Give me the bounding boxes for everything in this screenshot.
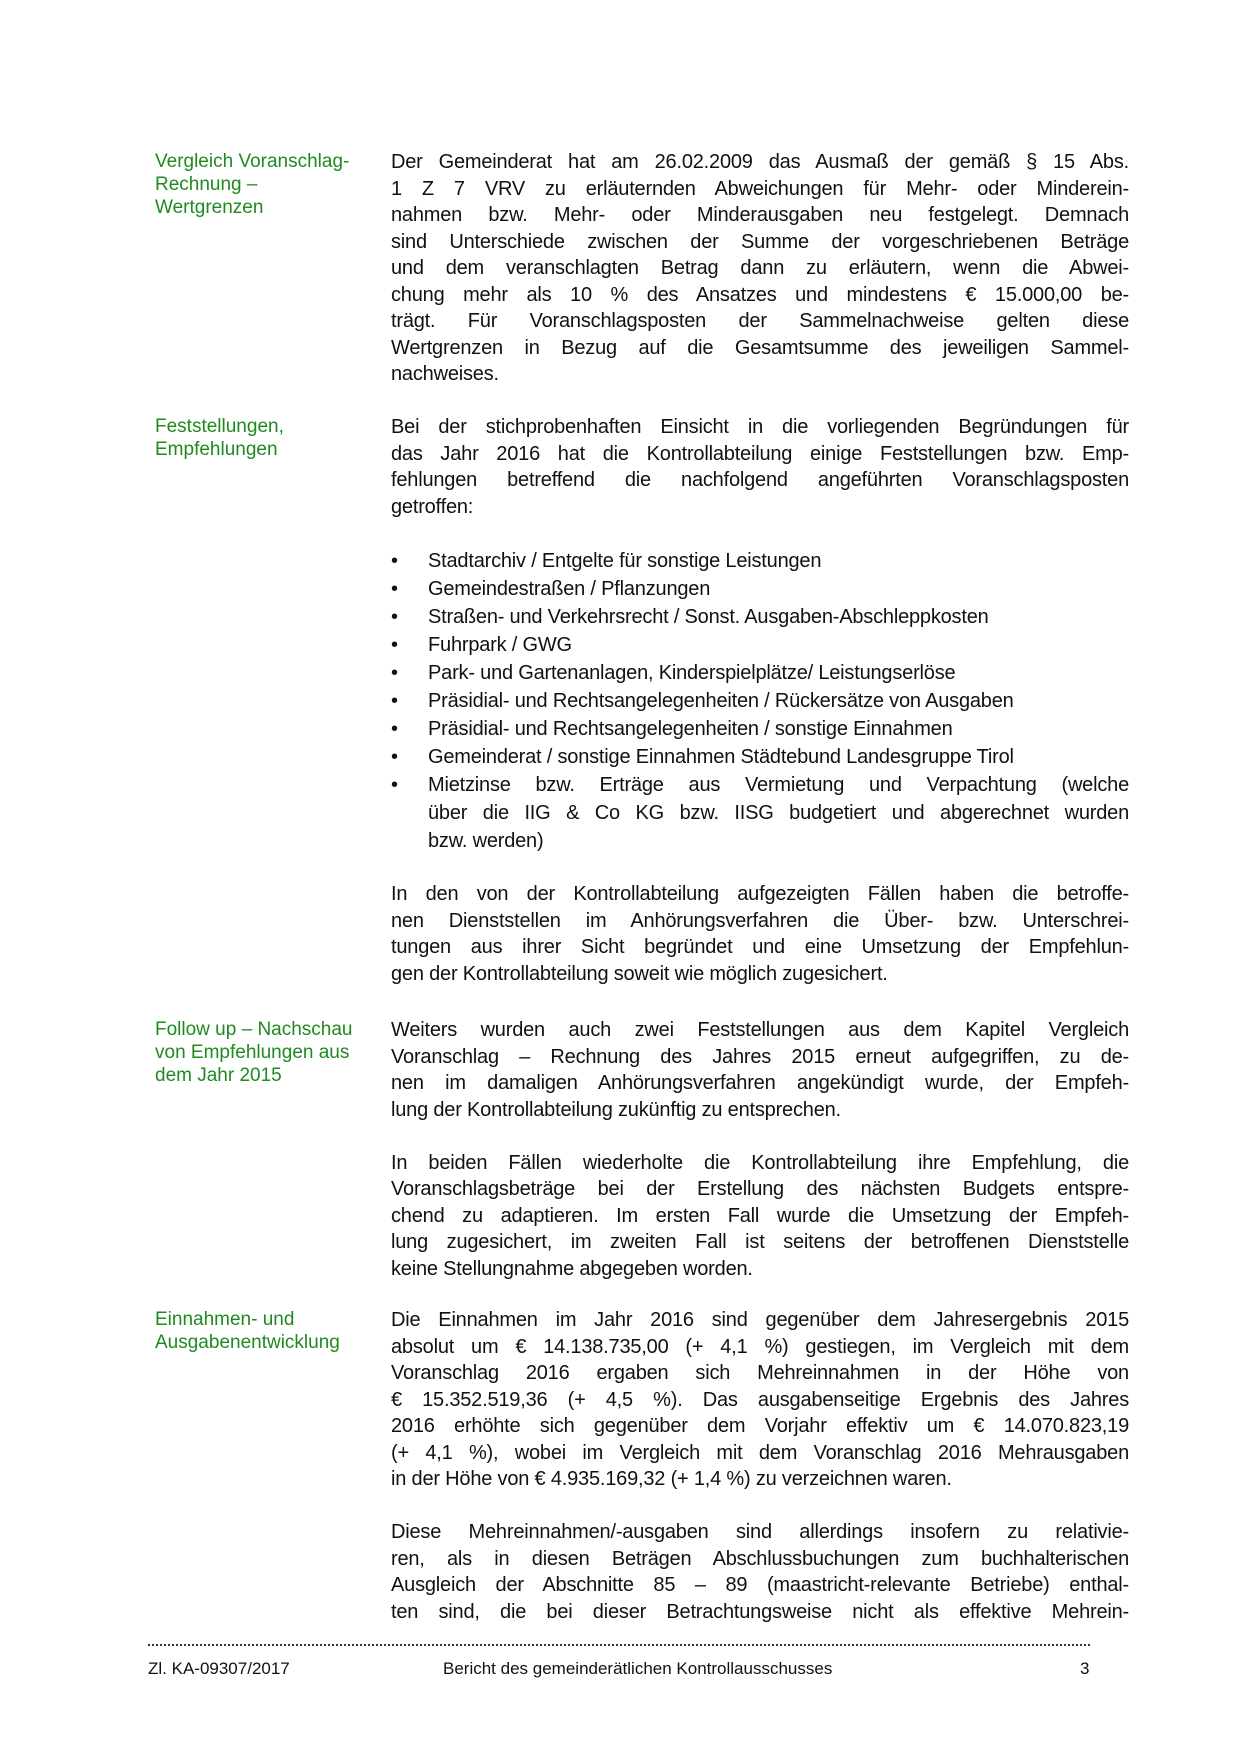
text-line: absolut um € 14.138.735,00 (+ 4,1 %) gestiegen, im Vergleich mit dem (391, 1335, 1129, 1358)
section-margin-heading (155, 415, 380, 461)
text-line: chend zu adaptieren. Im ersten Fall wurde die Umsetzung der Empfeh- (391, 1204, 1129, 1227)
text-line: lung zugesichert, im zweiten Fall ist seitens der betroffenen Dienststelle (391, 1231, 1129, 1253)
text-line: Diese Mehreinnahmen/-ausgaben sind allerdings insofern zu relativie- (391, 1521, 1129, 1543)
list-item-text: bzw. werden) (428, 829, 544, 852)
section-body (391, 149, 1129, 414)
section-body (391, 1017, 1129, 1309)
list-item (391, 575, 1129, 603)
text-line: In beiden Fällen wiederholte die Kontrollabteilung ihre Empfehlung, die (391, 1151, 1129, 1174)
text-line: ren, als in diesen Beträgen Abschlussbuchungen zum buchhalterischen (391, 1547, 1129, 1570)
section-body (391, 414, 1129, 1014)
footer-title: Bericht des gemeinderätlichen Kontrollausschusses (443, 1659, 833, 1678)
bullet-icon: • (391, 689, 399, 712)
heading-line: Einnahmen- und (155, 1309, 295, 1330)
text-line: € 15.352.519,36 (+ 4,5 %). Das ausgabenseitige Ergebnis des Jahres (391, 1388, 1129, 1411)
heading-line: Follow up – Nachschau (155, 1019, 353, 1040)
text-line: Voranschlag 2016 ergaben sich Mehreinnahmen in der Höhe von (391, 1362, 1129, 1384)
list-item (391, 743, 1129, 771)
text-line: Voranschlagsbeträge bei der Erstellung des nächsten Budgets entspre- (391, 1178, 1129, 1200)
text-line: Weiters wurden auch zwei Feststellungen aus dem Kapitel Vergleich (391, 1019, 1129, 1041)
paragraph (391, 1519, 1129, 1625)
list-item (391, 659, 1129, 687)
paragraph (391, 1150, 1129, 1283)
text-line: getroffen: (391, 495, 474, 518)
text-line: nen Dienststellen im Anhörungsverfahren die Über- bzw. Unterschrei- (391, 909, 1129, 932)
list-item (391, 687, 1129, 715)
text-line: Ausgleich der Abschnitte 85 – 89 (maastricht-relevante Betriebe) enthal- (391, 1574, 1129, 1596)
bullet-icon: • (391, 605, 399, 628)
heading-line: Vergleich Voranschlag- (155, 151, 350, 172)
list-item-text: Park- und Gartenanlagen, Kinderspielplätze/ Leistungserlöse (428, 661, 956, 684)
paragraph (391, 1307, 1129, 1493)
text-line: 2016 erhöhte sich gegenüber dem Vorjahr effektiv um € 14.070.823,19 (391, 1415, 1129, 1437)
bullet-icon: • (391, 549, 399, 572)
heading-line: von Empfehlungen aus (155, 1042, 350, 1063)
text-line: In den von der Kontrollabteilung aufgezeigten Fällen haben die betroffe- (391, 883, 1129, 905)
text-line: Die Einnahmen im Jahr 2016 sind gegenüber dem Jahresergebnis 2015 (391, 1309, 1129, 1331)
heading-line: dem Jahr 2015 (155, 1065, 282, 1086)
text-line: nahmen bzw. Mehr- oder Minderausgaben neu festgelegt. Demnach (391, 204, 1129, 226)
list-item-text: Präsidial- und Rechtsangelegenheiten / sonstige Einnahmen (428, 717, 953, 740)
heading-line: Wertgrenzen (155, 197, 264, 218)
list-item (391, 715, 1129, 743)
text-line: Bei der stichprobenhaften Einsicht in die vorliegenden Begründungen für (391, 416, 1129, 438)
section-margin-heading (155, 150, 380, 219)
text-line: und dem veranschlagten Betrag dann zu erläutern, wenn die Abwei- (391, 257, 1129, 279)
paragraph (391, 1017, 1129, 1123)
heading-line: Ausgabenentwicklung (155, 1332, 340, 1353)
text-line: tungen aus ihrer Sicht begründet und eine Umsetzung der Empfehlun- (391, 936, 1129, 958)
text-line: trägt. Für Voranschlagsposten der Sammelnachweise gelten diese (391, 310, 1129, 332)
heading-line: Feststellungen, (155, 416, 284, 437)
bullet-icon: • (391, 661, 399, 684)
text-line: fehlungen betreffend die nachfolgend angeführten Voranschlagsposten (391, 469, 1129, 491)
text-line: (+ 4,1 %), wobei im Vergleich mit dem Voranschlag 2016 Mehrausgaben (391, 1441, 1129, 1464)
list-item (391, 631, 1129, 659)
list-item-text: Gemeinderat / sonstige Einnahmen Städtebund Landesgruppe Tirol (428, 745, 1014, 768)
heading-line: Empfehlungen (155, 439, 278, 460)
heading-line: Rechnung – (155, 174, 258, 195)
text-line: in der Höhe von € 4.935.169,32 (+ 1,4 %) zu verzeichnen waren. (391, 1468, 952, 1490)
text-line: nachweises. (391, 363, 499, 385)
text-line: Der Gemeinderat hat am 26.02.2009 das Ausmaß der gemäß § 15 Abs. (391, 151, 1129, 173)
text-line: das Jahr 2016 hat die Kontrollabteilung einige Feststellungen bzw. Emp- (391, 442, 1129, 465)
paragraph (391, 414, 1129, 520)
list-item-text: Präsidial- und Rechtsangelegenheiten / Rückersätze von Ausgaben (428, 689, 1014, 712)
text-line: sind Unterschiede zwischen der Summe der vorgeschriebenen Beträge (391, 230, 1129, 253)
section-margin-heading (155, 1018, 380, 1087)
text-line: lung der Kontrollabteilung zukünftig zu entsprechen. (391, 1098, 841, 1121)
bullet-icon: • (391, 745, 399, 768)
paragraph (391, 149, 1129, 388)
bullet-icon: • (391, 773, 399, 796)
paragraph (391, 881, 1129, 987)
bullet-icon: • (391, 717, 399, 740)
bullet-list (391, 547, 1129, 855)
list-item-text: Straßen- und Verkehrsrecht / Sonst. Ausgaben-Abschleppkosten (428, 605, 989, 628)
footer-divider (148, 1644, 1090, 1646)
text-line: gen der Kontrollabteilung soweit wie möglich zugesichert. (391, 962, 888, 985)
list-item-text: Stadtarchiv / Entgelte für sonstige Leistungen (428, 549, 822, 572)
footer-page-number: 3 (1080, 1659, 1090, 1678)
bullet-icon: • (391, 577, 399, 600)
text-line: Wertgrenzen in Bezug auf die Gesamtsumme des jeweiligen Sammel- (391, 336, 1129, 359)
footer-reference: Zl. KA-09307/2017 (148, 1659, 290, 1678)
text-line: nen im damaligen Anhörungsverfahren angekündigt wurde, der Empfeh- (391, 1072, 1129, 1094)
list-item-text: Mietzinse bzw. Erträge aus Vermietung und Verpachtung (welche (428, 773, 1129, 796)
list-item (391, 603, 1129, 631)
list-item-text: über die IIG & Co KG bzw. IISG budgetiert und abgerechnet wurden (428, 801, 1129, 824)
text-line: chung mehr als 10 % des Ansatzes und mindestens € 15.000,00 be- (391, 283, 1129, 306)
list-item (391, 547, 1129, 575)
text-line: keine Stellungnahme abgegeben worden. (391, 1257, 753, 1280)
text-line: Voranschlag – Rechnung des Jahres 2015 erneut aufgegriffen, zu de- (391, 1045, 1129, 1068)
text-line: ten sind, die bei dieser Betrachtungsweise nicht als effektive Mehrein- (391, 1600, 1129, 1623)
list-item (391, 771, 1129, 855)
list-item-text: Fuhrpark / GWG (428, 633, 572, 656)
text-line: 1 Z 7 VRV zu erläuternden Abweichungen für Mehr- oder Minderein- (391, 177, 1129, 200)
section-body (391, 1307, 1129, 1652)
list-item-text: Gemeindestraßen / Pflanzungen (428, 577, 711, 600)
bullet-icon: • (391, 633, 399, 656)
section-margin-heading (155, 1308, 380, 1354)
